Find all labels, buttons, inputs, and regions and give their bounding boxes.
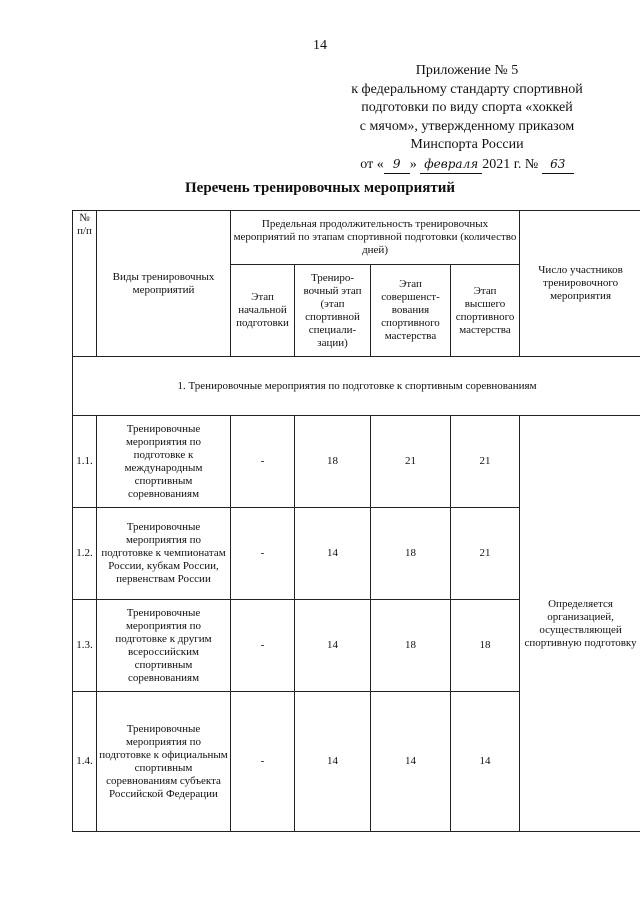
header-stage-highest: Этап высшего спортивного мастерства — [451, 265, 520, 357]
training-events-table — [72, 210, 640, 832]
order-number: 63 — [542, 155, 574, 175]
row-stage3-days: 18 — [371, 600, 451, 692]
row-number: 1.4. — [73, 692, 97, 832]
document-title: Перечень тренировочных мероприятий — [185, 180, 455, 196]
row-stage1-days: - — [231, 416, 295, 508]
header-num: № п/п — [73, 211, 97, 357]
appendix-date-line — [322, 155, 612, 175]
row-stage1-days: - — [231, 600, 295, 692]
page-number: 14 — [313, 38, 327, 53]
row-number: 1.3. — [73, 600, 97, 692]
row-stage2-days: 14 — [295, 692, 371, 832]
row-stage1-days: - — [231, 508, 295, 600]
section-title: 1. Тренировочные мероприятия по подготовке к спортивным соревнованиям — [73, 357, 640, 416]
date-year: 2021 г. № — [482, 156, 539, 172]
row-stage2-days: 14 — [295, 600, 371, 692]
header-stage-initial: Этап начальной подготовки — [231, 265, 295, 357]
row-stage1-days: - — [231, 692, 295, 832]
row-stage3-days: 21 — [371, 416, 451, 508]
row-stage2-days: 18 — [295, 416, 371, 508]
row-event-name: Тренировочные мероприятия по подготовке к официальным спортивным соревнованиям субъекта Российской Федерации — [97, 692, 231, 832]
row-stage4-days: 21 — [451, 416, 520, 508]
appendix-line: подготовки по виду спорта «хоккей — [361, 100, 573, 115]
header-types: Виды тренировочных мероприятий — [97, 211, 231, 357]
header-stage-improvement: Этап совершенст-вования спортивного мастерства — [371, 265, 451, 357]
appendix-line: Минспорта России — [410, 137, 524, 152]
row-stage2-days: 14 — [295, 508, 371, 600]
header-duration: Предельная продолжительность тренировочных мероприятий по этапам спортивной подготовки (количество дней) — [231, 211, 520, 265]
row-stage4-days: 21 — [451, 508, 520, 600]
appendix-line: с мячом», утвержденному приказом — [359, 118, 575, 134]
header-stage-training: Трениро-вочный этап (этап спортивной специали-зации) — [295, 265, 371, 357]
header-participants: Число участников тренировочного мероприятия — [520, 211, 640, 357]
date-month: февраля — [420, 155, 482, 175]
row-number: 1.1. — [73, 416, 97, 508]
row-event-name: Тренировочные мероприятия по подготовке к международным спортивным соревнованиям — [97, 416, 231, 508]
table-row — [73, 416, 640, 508]
participants-note: Определяется организацией, осуществляющей спортивную подготовку — [520, 416, 640, 832]
row-event-name: Тренировочные мероприятия по подготовке к другим всероссийским спортивным соревнованиям — [97, 600, 231, 692]
header-row — [73, 211, 640, 265]
row-event-name: Тренировочные мероприятия по подготовке к чемпионатам России, кубкам России, первенствам России — [97, 508, 231, 600]
section-row — [73, 357, 640, 416]
row-stage4-days: 18 — [451, 600, 520, 692]
date-mid: » — [409, 156, 417, 172]
row-stage3-days: 18 — [371, 508, 451, 600]
appendix-title: Приложение № 5 — [415, 63, 519, 78]
date-day: 9 — [384, 155, 410, 175]
row-stage3-days: 14 — [371, 692, 451, 832]
row-stage4-days: 14 — [451, 692, 520, 832]
appendix-block — [322, 62, 612, 174]
row-number: 1.2. — [73, 508, 97, 600]
appendix-line: к федеральному стандарту спортивной — [351, 81, 583, 97]
date-prefix: от « — [360, 156, 384, 172]
